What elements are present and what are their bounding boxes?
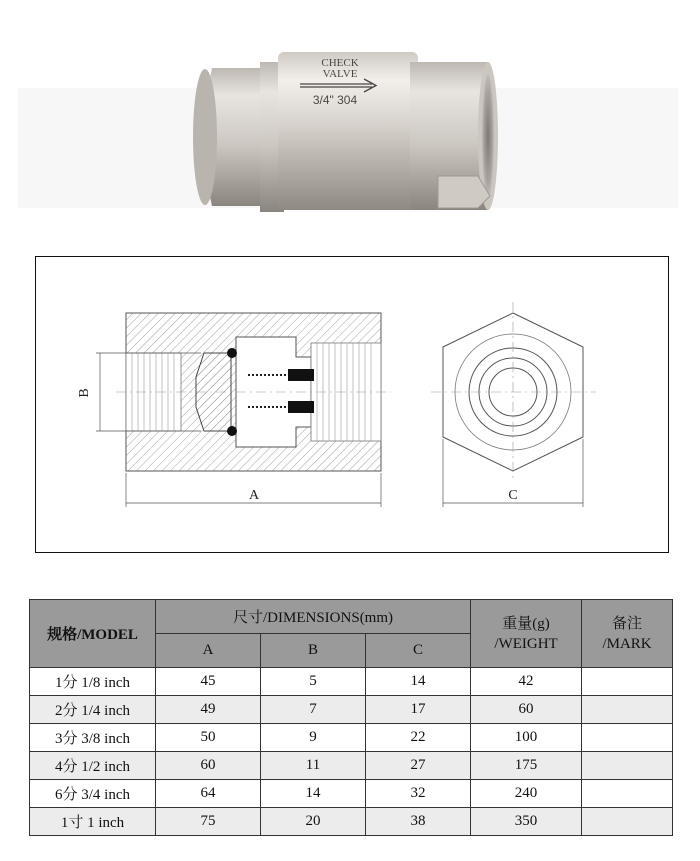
cell-weight: 240 (471, 780, 582, 808)
header-col-a: A (156, 634, 261, 668)
cell-a: 50 (156, 724, 261, 752)
table-row (30, 752, 673, 780)
header-dimensions: 尺寸/DIMENSIONS(mm) (156, 600, 471, 634)
header-col-c: C (366, 634, 471, 668)
cell-model: 1分 1/8 inch (30, 668, 156, 696)
cell-mark (582, 668, 673, 696)
cell-weight: 60 (471, 696, 582, 724)
cell-weight: 42 (471, 668, 582, 696)
dim-label-c: C (508, 488, 518, 503)
cell-a: 75 (156, 808, 261, 836)
cell-c: 27 (366, 752, 471, 780)
cell-weight: 100 (471, 724, 582, 752)
header-mark-en: /MARK (602, 635, 652, 652)
spec-table (29, 599, 673, 836)
cell-a: 64 (156, 780, 261, 808)
table-header-row (30, 600, 673, 634)
cell-model: 1寸 1 inch (30, 808, 156, 836)
table-row (30, 696, 673, 724)
cell-model: 4分 1/2 inch (30, 752, 156, 780)
cell-model: 6分 3/4 inch (30, 780, 156, 808)
header-weight-en: /WEIGHT (494, 635, 558, 652)
table-row (30, 808, 673, 836)
cell-mark (582, 724, 673, 752)
cell-weight: 175 (471, 752, 582, 780)
cell-mark (582, 780, 673, 808)
dim-label-b: B (77, 388, 92, 398)
cell-mark (582, 696, 673, 724)
cell-model: 3分 3/8 inch (30, 724, 156, 752)
table-row (30, 668, 673, 696)
end-view (431, 302, 596, 482)
header-mark (582, 600, 673, 668)
header-col-b: B (261, 634, 366, 668)
left-end-face (193, 69, 217, 205)
dim-label-a: A (248, 488, 260, 503)
cell-b: 20 (261, 808, 366, 836)
cell-model: 2分 1/4 inch (30, 696, 156, 724)
table-row (30, 780, 673, 808)
cell-weight: 350 (471, 808, 582, 836)
engraving-valve: VALVE (322, 68, 358, 80)
cell-b: 11 (261, 752, 366, 780)
engraving-check: CHECK (321, 57, 359, 69)
dimension-a (126, 473, 381, 507)
cell-c: 38 (366, 808, 471, 836)
cell-a: 49 (156, 696, 261, 724)
cell-c: 32 (366, 780, 471, 808)
header-model: 规格/MODEL (30, 600, 156, 668)
technical-drawing (35, 256, 669, 553)
right-end-face (482, 74, 494, 198)
cell-c: 22 (366, 724, 471, 752)
header-weight (471, 600, 582, 668)
cell-b: 5 (261, 668, 366, 696)
cell-mark (582, 808, 673, 836)
section-view (116, 313, 391, 471)
cell-b: 7 (261, 696, 366, 724)
product-photo (0, 0, 700, 240)
cell-b: 14 (261, 780, 366, 808)
cell-c: 14 (366, 668, 471, 696)
engraving-size-material: 3/4" 304 (312, 93, 358, 107)
cell-c: 17 (366, 696, 471, 724)
header-weight-cn: 重量(g) (502, 615, 550, 632)
drawing-svg (36, 257, 670, 554)
cell-b: 9 (261, 724, 366, 752)
header-mark-cn: 备注 (612, 615, 643, 632)
table-row (30, 724, 673, 752)
cell-a: 60 (156, 752, 261, 780)
cell-a: 45 (156, 668, 261, 696)
cell-mark (582, 752, 673, 780)
